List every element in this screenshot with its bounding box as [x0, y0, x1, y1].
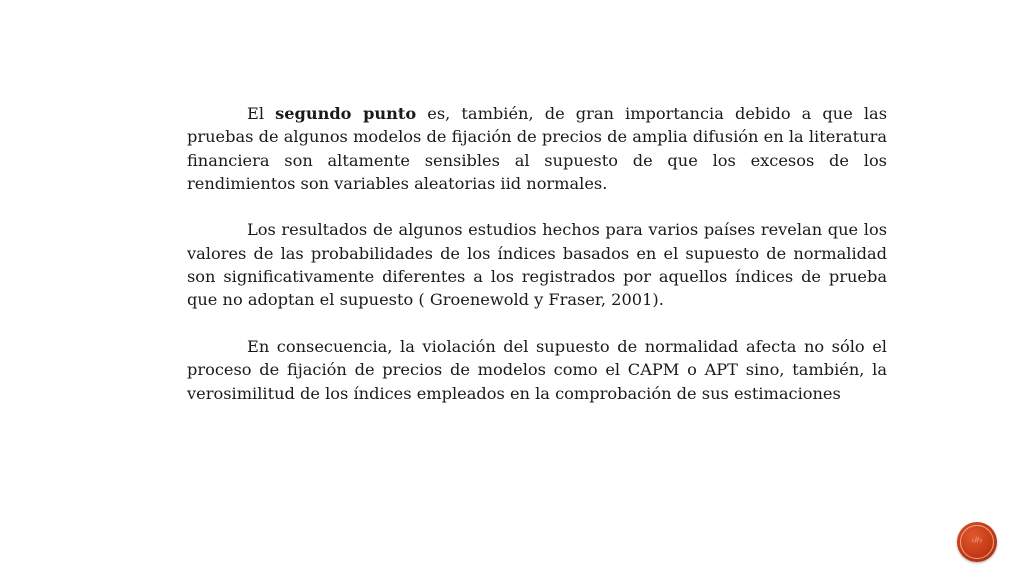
- slide-number: ‹#›: [971, 535, 983, 545]
- paragraph-resultados: Los resultados de algunos estudios hechos para varios países revelan que los valores de las probabilidades de los índices basados en el supuesto de normalidad son significativamente diferentes a los registrados por aquellos índices de prueba que no adoptan el supuesto ( Groenewold y Fraser, 2001).: [187, 220, 887, 310]
- paragraph-consecuencia: En consecuencia, la violación del supuesto de normalidad afecta no sólo el proceso de fijación de precios de modelos como el CAPM o APT sino, también, la verosimilitud de los índices empleados en la comprobación de sus estimaciones: [187, 336, 887, 403]
- slide-text-body: [187, 102, 887, 405]
- paragraph-1-rest: es, también, de gran importancia debido a que las pruebas de algunos modelos de fijación de precios de amplia difusión en la literatura financiera son altamente sensibles al supuesto de que los excesos de los rendimientos son variables aleatorias iid normales.: [187, 104, 888, 193]
- slide-number-badge: [957, 522, 997, 562]
- paragraph-segundo-punto: [187, 102, 887, 195]
- paragraph-1-lead: El: [247, 104, 276, 123]
- paragraph-1-bold-term: segundo punto: [275, 104, 417, 123]
